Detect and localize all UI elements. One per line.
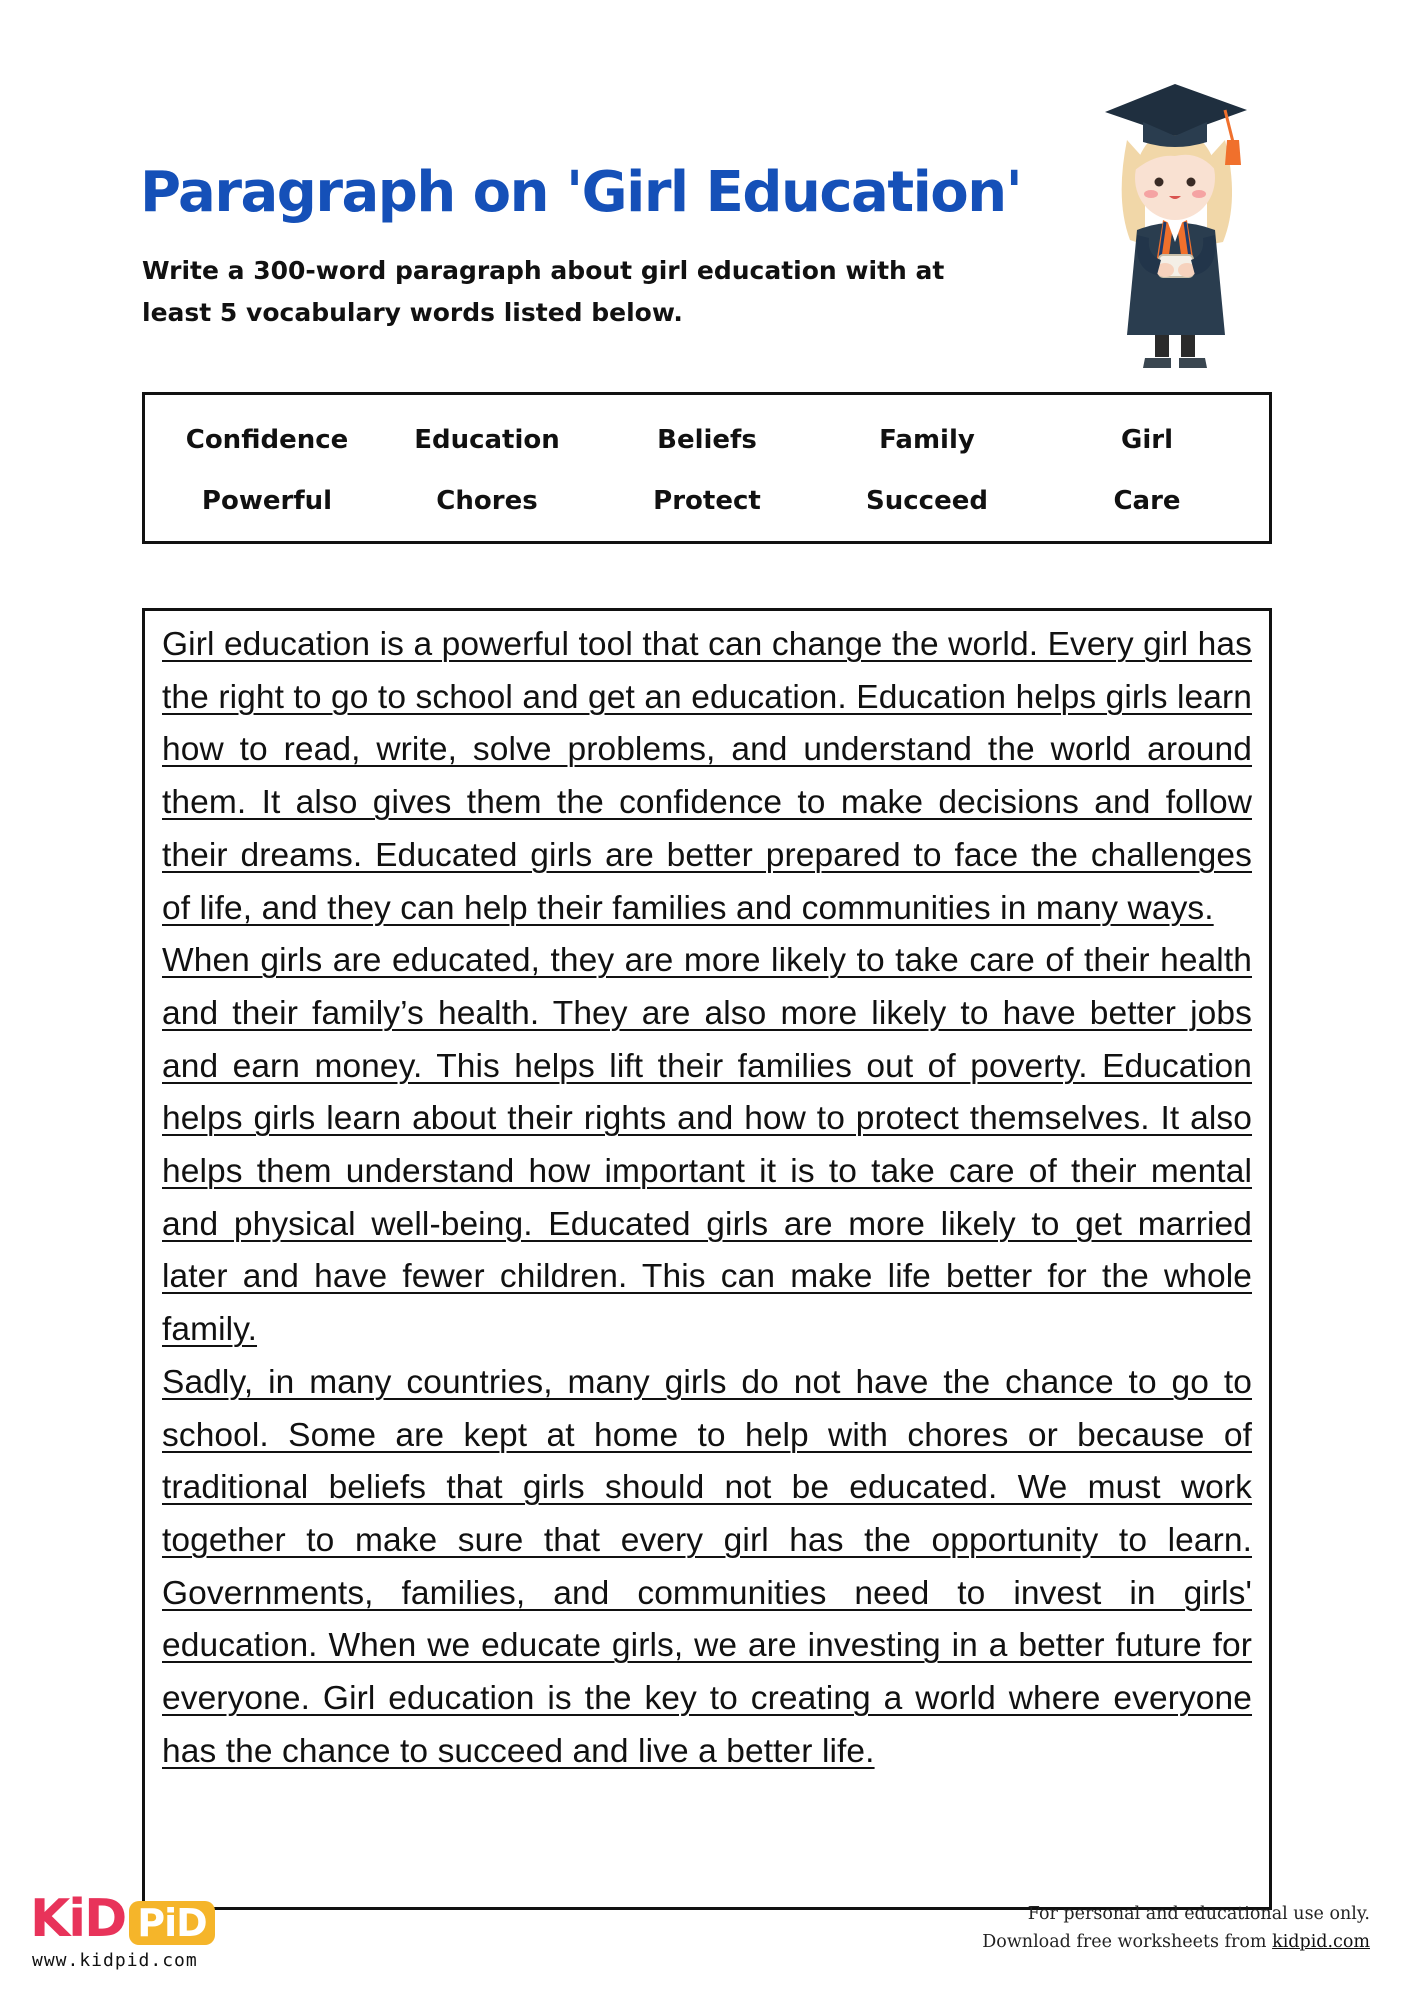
footer-line-2-text: Download free worksheets from [982, 1932, 1273, 1952]
instruction-line-2: least 5 vocabulary words listed below. [142, 298, 683, 327]
footer-link[interactable]: kidpid.com [1272, 1932, 1370, 1952]
kidpid-logo [30, 1889, 215, 1949]
vocab-word: Family [879, 424, 975, 455]
vocab-word: Girl [1121, 424, 1173, 455]
logo-pid-text: PiD [129, 1901, 214, 1945]
paragraph: Sadly, in many countries, many girls do not have the chance to go to school. Some are kept at home to help with chores or because of traditional beliefs that girls should not be educated. We must work together to make sure that every girl has the opportunity to learn. Governments, families, and communities need to invest in girls' education. When we educate girls, we are investing in a better future for everyone. Girl education is the key to creating a world where everyone has the chance to succeed and live a better life. [162, 1363, 1252, 1770]
logo-kid-text: KiD [30, 1889, 126, 1949]
footer-note [982, 1900, 1370, 1956]
paragraph-box [142, 608, 1272, 1910]
paragraph: When girls are educated, they are more likely to take care of their health and their family’s health. They are also more likely to have better jobs and earn money. This helps lift their families out of poverty. Education helps girls learn about their rights and how to protect themselves. It also helps them understand how important it is to take care of their mental and physical well-being. Educated girls are more likely to get married later and have fewer children. This can make life better for the whole family. [162, 942, 1252, 1349]
paragraph: Girl education is a powerful tool that can change the world. Every girl has the right to go to school and get an education. Education helps girls learn how to read, write, solve problems, and understand the world around them. It also gives them the confidence to make decisions and follow their dreams. Educated girls are better prepared to face the challenges of life, and they can help their families and communities in many ways. [162, 626, 1252, 927]
footer-line-2 [982, 1928, 1370, 1956]
vocab-word: Protect [653, 485, 761, 516]
vocab-word: Beliefs [657, 424, 757, 455]
vocab-word: Chores [436, 485, 538, 516]
page-title: Paragraph on 'Girl Education' [140, 160, 1022, 225]
instruction-text [142, 250, 992, 334]
vocab-word: Confidence [185, 424, 349, 455]
instruction-line-1: Write a 300-word paragraph about girl education with at [142, 256, 945, 285]
vocab-word: Education [414, 424, 560, 455]
vocabulary-box [142, 392, 1272, 544]
graduate-girl-illustration [1075, 70, 1275, 380]
vocab-word: Succeed [866, 485, 988, 516]
vocab-word: Powerful [201, 485, 333, 516]
vocab-word: Care [1113, 485, 1181, 516]
logo-url: www.kidpid.com [32, 1950, 198, 1971]
footer-line-1: For personal and educational use only. [1027, 1904, 1370, 1924]
